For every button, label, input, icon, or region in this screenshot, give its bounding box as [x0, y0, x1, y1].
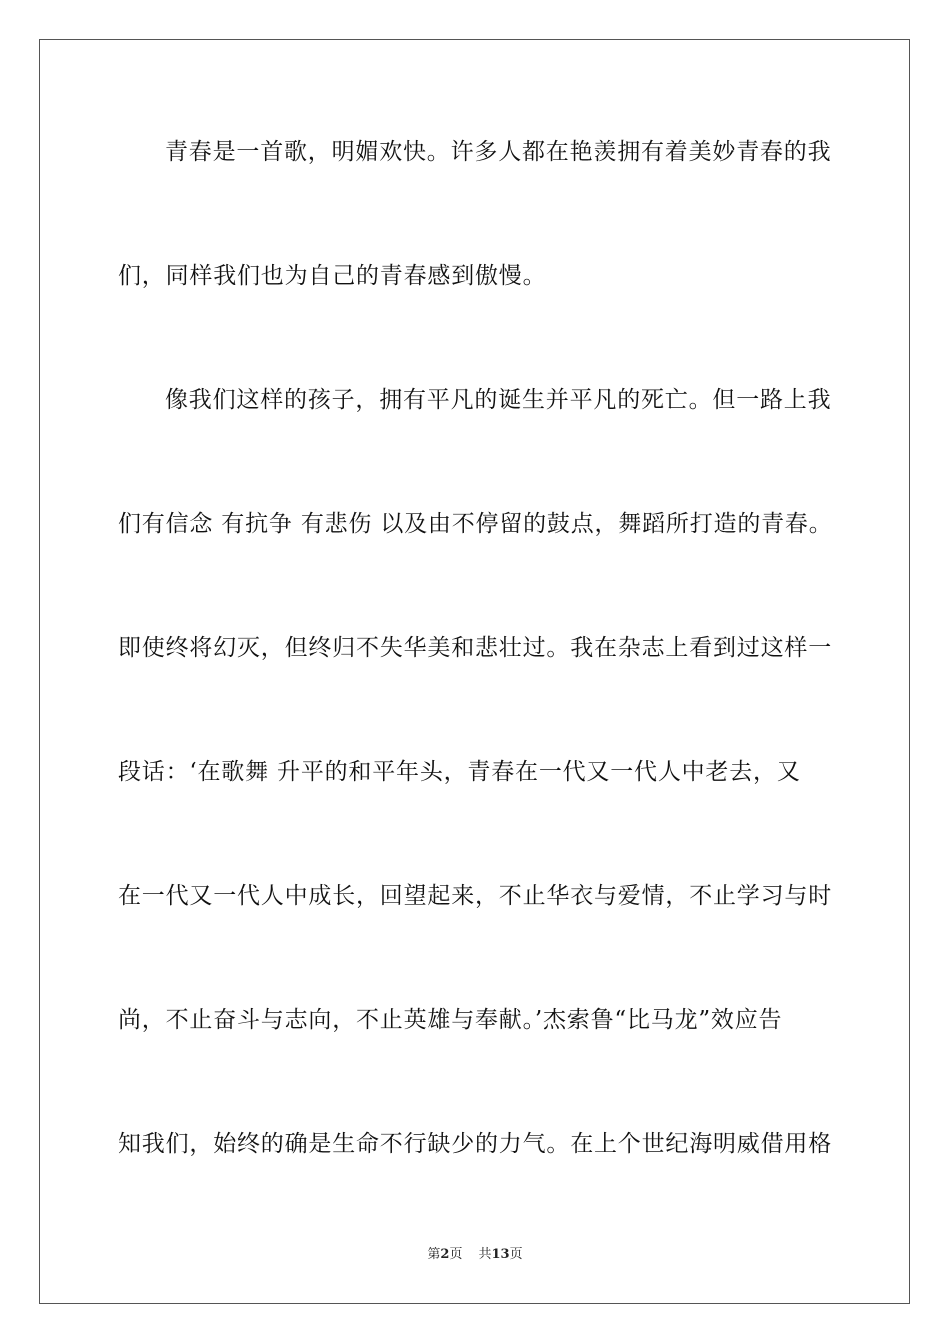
page-unit: 页: [449, 1247, 463, 1262]
paragraph-line: 即使终将幻灭，但终归不失华美和悲壮过。我在杂志上看到过这样一: [118, 635, 832, 661]
page-current: 2: [440, 1247, 450, 1262]
paragraph-line: 青春是一首歌，明媚欢快。许多人都在艳羡拥有着美妙青春的我: [165, 139, 832, 165]
paragraph-line: 段话：‘在歌舞 升平的和平年头，青春在一代又一代人中老去，又: [118, 759, 801, 785]
total-prefix: 共: [478, 1247, 492, 1262]
page-footer: [0, 1247, 950, 1263]
paragraph-line: 知我们，始终的确是生命不行缺少的力气。在上个世纪海明威借用格: [118, 1131, 832, 1157]
page-prefix: 第: [427, 1247, 441, 1262]
page-border: [39, 39, 910, 1304]
paragraph-line: 像我们这样的孩子，拥有平凡的诞生并平凡的死亡。但一路上我: [165, 387, 832, 413]
paragraph-line: 在一代又一代人中成长，回望起来，不止华衣与爱情，不止学习与时: [118, 883, 832, 909]
paragraph-line: 们有信念 有抗争 有悲伤 以及由不停留的鼓点，舞蹈所打造的青春。: [118, 511, 833, 537]
paragraph-line: 们，同样我们也为自己的青春感到傲慢。: [118, 263, 547, 289]
total-unit: 页: [509, 1247, 523, 1262]
paragraph-line: 尚，不止奋斗与志向，不止英雄与奉献。’杰索鲁“比马龙”效应告: [118, 1007, 783, 1033]
page-total: 13: [491, 1247, 510, 1262]
